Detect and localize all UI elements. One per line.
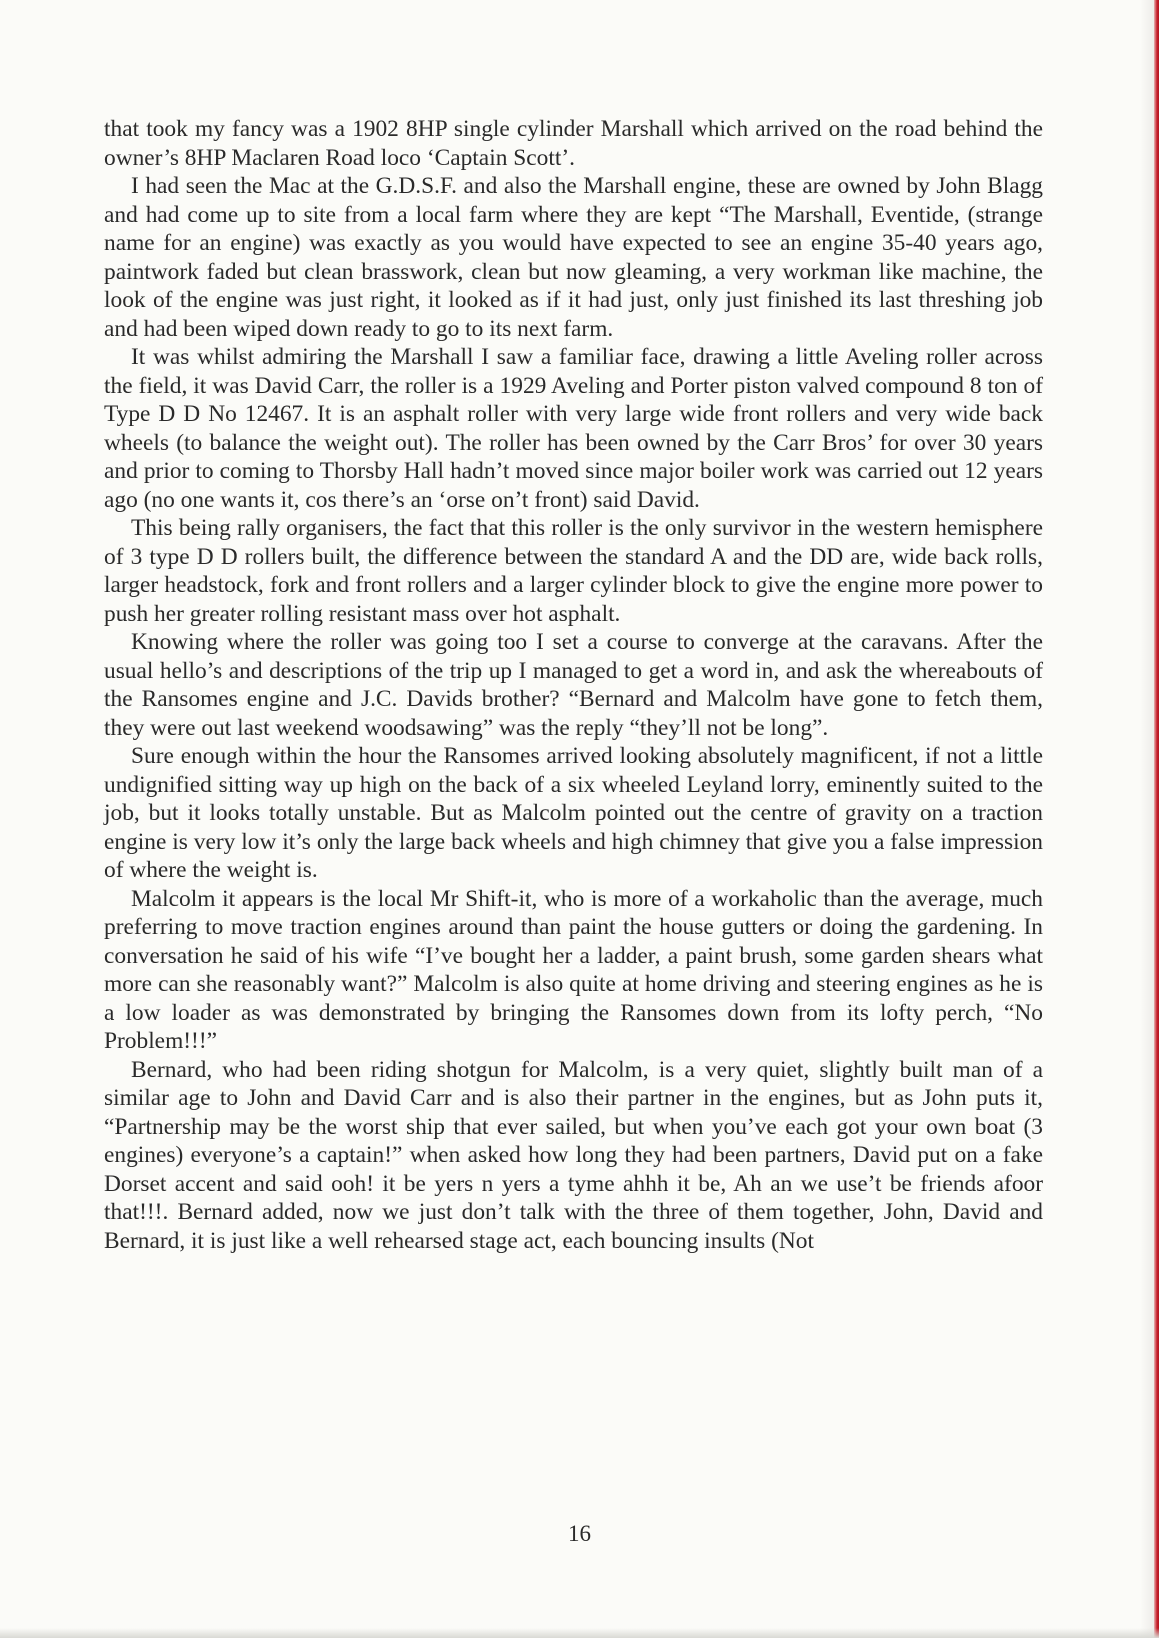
paragraph: I had seen the Mac at the G.D.S.F. and also the Marshall engine, these are owned by John Blagg and had come up to site from a local farm where they are kept “The Marshall, Eventide, (strange name for an engine) was exactly as you would have expected to see an engine 35-40 years ago, paintwork faded but clean brasswork, clean but now gleaming, a very workman like machine, the look of the engine was just right, it looked as if it had just, only just finished its last threshing job and had been wiped down ready to go to its next farm. <box>104 173 1043 342</box>
red-page-edge <box>1154 0 1159 1638</box>
paragraph: It was whilst admiring the Marshall I saw a familiar face, drawing a little Aveling roller across the field, it was David Carr, the roller is a 1929 Aveling and Porter piston valved compound 8 ton of Type D D No 12467. It is an asphalt roller with very large wide front rollers and very wide back wheels (to balance the weight out). The roller has been owned by the Carr Bros’ for over 30 years and prior to coming to Thorsby Hall hadn’t moved since major boiler work was carried out 12 years ago (no one wants it, cos there’s an ‘orse on’t front) said David. <box>104 344 1043 513</box>
page-number: 16 <box>568 1521 591 1546</box>
paragraph: that took my fancy was a 1902 8HP single cylinder Marshall which arrived on the road behind the owner’s 8HP Maclaren Road loco ‘Captain Scott’. <box>104 116 1043 171</box>
paragraph: Knowing where the roller was going too I set a course to converge at the caravans. After the usual hello’s and descriptions of the trip up I managed to get a word in, and ask the whereabouts of the Ransomes engine and J.C. Davids brother? “Bernard and Malcolm have gone to fetch them, they were out last weekend woodsawing” was the reply “they’ll not be long”. <box>104 629 1043 741</box>
article-body <box>104 115 1043 1255</box>
paragraph: Bernard, who had been riding shotgun for Malcolm, is a very quiet, slightly built man of a similar age to John and David Carr and is also their partner in the engines, but as John puts it, “Partnership may be the worst ship that ever sailed, but when you’ve each got your own boat (3 engines) everyone’s a captain!” when asked how long they had been partners, David put on a fake Dorset accent and said ooh! it be yers n yers a tyme ahhh it be, Ah an we use’t be friends afoor that!!!. Bernard added, now we just don’t talk with the three of them together, John, David and Bernard, it is just like a well rehearsed stage act, each bouncing insults (Not <box>104 1056 1043 1254</box>
page-bottom-edge <box>0 1628 1159 1638</box>
paragraph: Malcolm it appears is the local Mr Shift-it, who is more of a workaholic than the average, much preferring to move traction engines around than paint the house gutters or doing the gardening. In conversation he said of his wife “I’ve bought her a ladder, a paint brush, some garden shears what more can she reasonably want?” Malcolm is also quite at home driving and steering engines as he is a low loader as was demonstrated by bringing the Ransomes down from its lofty perch, “No Problem!!!” <box>104 885 1043 1054</box>
paragraph: Sure enough within the hour the Ransomes arrived looking absolutely magnificent, if not a little undignified sitting way up high on the back of a six wheeled Leyland lorry, eminently suited to the job, but it looks totally unstable. But as Malcolm pointed out the centre of gravity on a traction engine is very low it’s only the large back wheels and high chimney that give you a false impression of where the weight is. <box>104 743 1043 883</box>
page-gutter-shadow <box>1140 0 1154 1638</box>
paragraph: This being rally organisers, the fact that this roller is the only survivor in the western hemisphere of 3 type D D rollers built, the difference between the standard A and the DD are, wide back rolls, larger headstock, fork and front rollers and a larger cylinder block to give the engine more power to push her greater rolling resistant mass over hot asphalt. <box>104 515 1043 627</box>
